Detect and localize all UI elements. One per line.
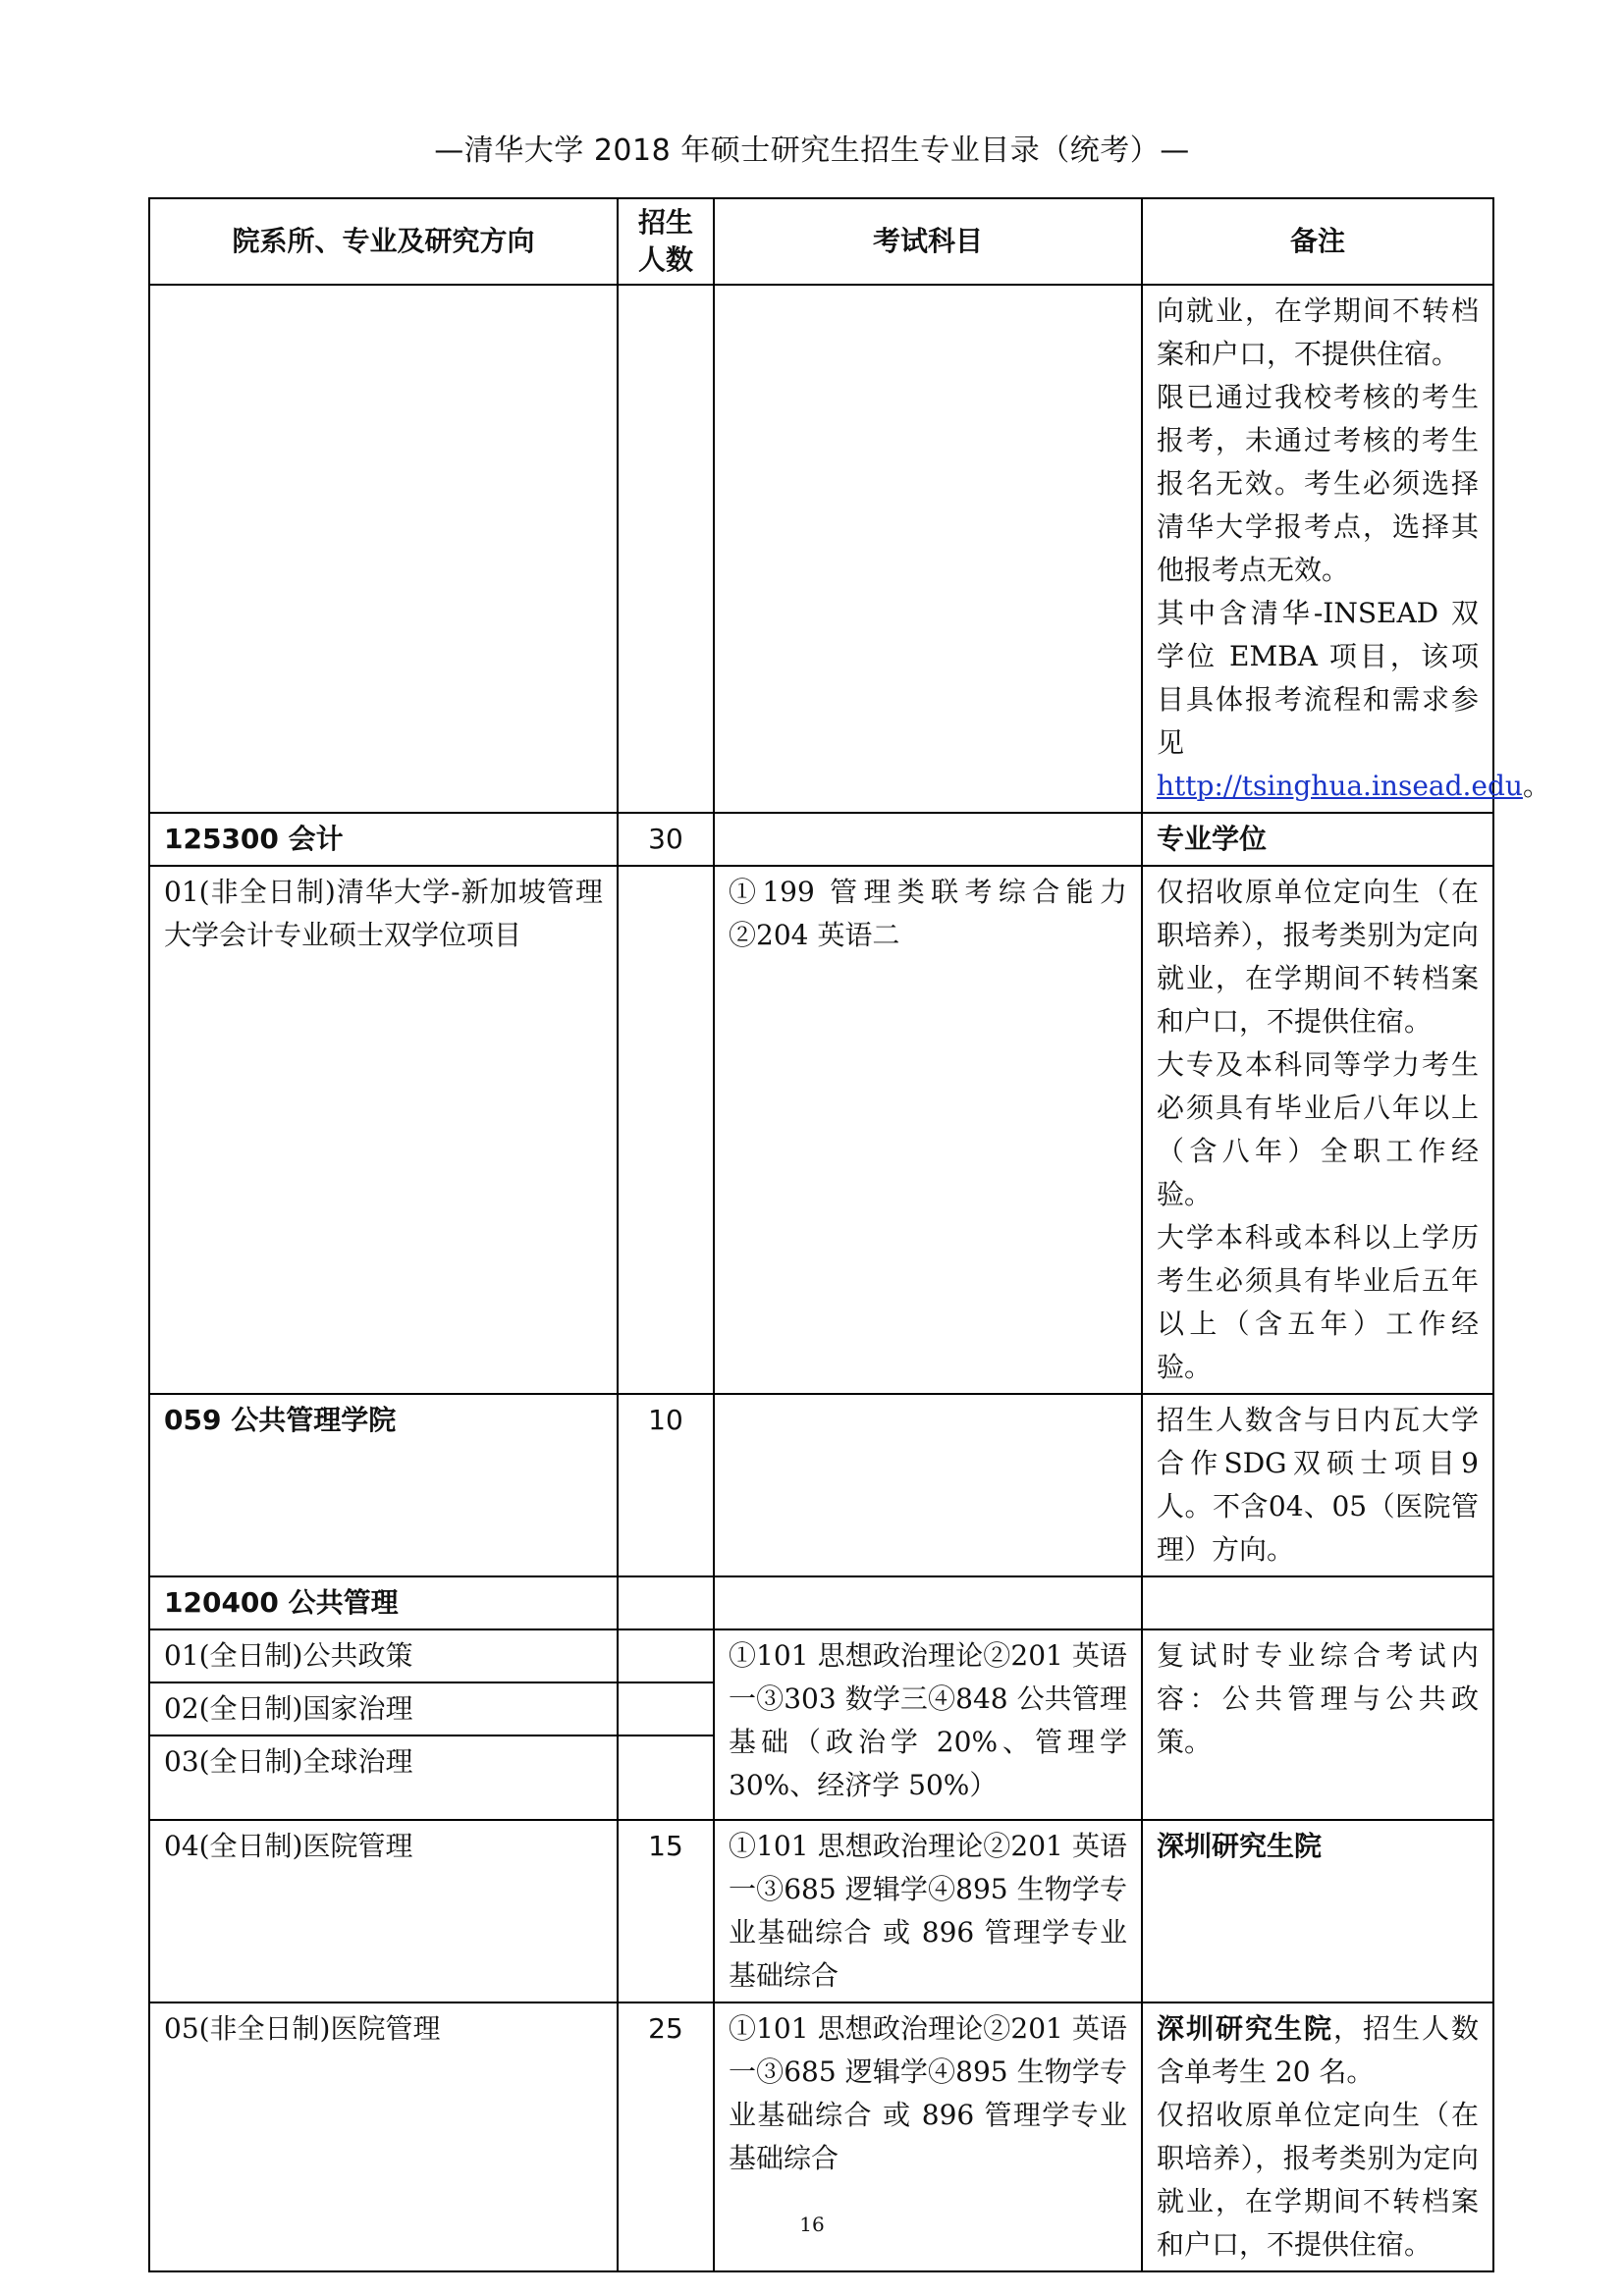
cell-name: 01(全日制)公共政策 bbox=[149, 1629, 618, 1682]
cell-note: 深圳研究生院 bbox=[1142, 1820, 1493, 2002]
note-bold: 深圳研究生院 bbox=[1157, 2012, 1333, 2045]
cell-name: 059 公共管理学院 bbox=[149, 1394, 618, 1576]
cell-exam bbox=[714, 285, 1142, 813]
table-row bbox=[149, 1820, 1493, 2002]
table-row bbox=[149, 866, 1493, 1394]
cell-exam: ①199 管理类联考综合能力②204 英语二 bbox=[714, 866, 1142, 1394]
cell-note bbox=[1142, 866, 1493, 1394]
table-row bbox=[149, 813, 1493, 866]
table-row bbox=[149, 1629, 1493, 1682]
cell-count: 30 bbox=[618, 813, 714, 866]
cell-exam: ①101 思想政治理论②201 英语一③303 数学三④848 公共管理基础（政治学 20%、管理学 30%、经济学 50%） bbox=[714, 1629, 1142, 1820]
cell-count bbox=[618, 866, 714, 1394]
cell-name: 02(全日制)国家治理 bbox=[149, 1682, 618, 1735]
cell-note: 招生人数含与日内瓦大学合作SDG双硕士项目9人。不含04、05（医院管理）方向。 bbox=[1142, 1394, 1493, 1576]
cell-exam: ①101 思想政治理论②201 英语一③685 逻辑学④895 生物学专业基础综合 或 896 管理学专业基础综合 bbox=[714, 2002, 1142, 2271]
page-title: —清华大学 2018 年硕士研究生招生专业目录（统考）— bbox=[434, 133, 1190, 168]
note-line: 大学本科或本科以上学历考生必须具有毕业后五年以上（含五年）工作经验。 bbox=[1157, 1221, 1479, 1383]
cell-note: 专业学位 bbox=[1142, 813, 1493, 866]
note-line: 仅招收原单位定向生（在职培养），报考类别为定向就业，在学期间不转档案和户口，不提供住宿。 bbox=[1157, 876, 1479, 1038]
catalog-table bbox=[148, 197, 1550, 2272]
note-line: 向就业，在学期间不转档案和户口，不提供住宿。 bbox=[1157, 294, 1479, 370]
note-rest: ，招生人数含单考生 20 名。 bbox=[1157, 2012, 1479, 2088]
cell-exam bbox=[714, 813, 1142, 866]
cell-note bbox=[1142, 285, 1550, 813]
note-line: 仅招收原单位定向生（在职培养），报考类别为定向就业，在学期间不转档案和户口，不提供住宿。 bbox=[1157, 2099, 1479, 2261]
note-line: 大专及本科同等学力考生必须具有毕业后八年以上（含八年）全职工作经验。 bbox=[1157, 1048, 1479, 1210]
insead-link[interactable]: http://tsinghua.insead.edu bbox=[1157, 770, 1523, 802]
cell-name: 04(全日制)医院管理 bbox=[149, 1820, 618, 2002]
cell-count: 25 bbox=[618, 2002, 714, 2271]
cell-note: 复试时专业综合考试内容：公共管理与公共政策。 bbox=[1142, 1629, 1493, 1820]
cell-name bbox=[149, 285, 618, 813]
cell-count bbox=[618, 285, 714, 813]
cell-name: 03(全日制)全球治理 bbox=[149, 1735, 618, 1820]
cell-count bbox=[618, 1576, 714, 1629]
cell-name: 120400 公共管理 bbox=[149, 1576, 618, 1629]
cell-count: 15 bbox=[618, 1820, 714, 2002]
table-header-row bbox=[149, 198, 1493, 285]
cell-name: 01(非全日制)清华大学-新加坡管理大学会计专业硕士双学位项目 bbox=[149, 866, 618, 1394]
cell-name: 125300 会计 bbox=[149, 813, 618, 866]
cell-exam bbox=[714, 1576, 1142, 1629]
cell-note bbox=[1142, 1576, 1493, 1629]
header-note: 备注 bbox=[1142, 198, 1493, 285]
note-line: 限已通过我校考核的考生报考，未通过考核的考生报名无效。考生必须选择清华大学报考点，选择其他报考点无效。 bbox=[1157, 381, 1479, 586]
note-line: 其中含清华-INSEAD 双学位 EMBA 项目，该项目具体报考流程和需求参见 bbox=[1157, 597, 1479, 759]
cell-count bbox=[618, 1735, 714, 1820]
header-major: 院系所、专业及研究方向 bbox=[149, 198, 618, 285]
page-number: 16 bbox=[799, 2213, 825, 2236]
cell-name: 05(非全日制)医院管理 bbox=[149, 2002, 618, 2271]
table-row bbox=[149, 1576, 1493, 1629]
cell-exam bbox=[714, 1394, 1142, 1576]
table-row bbox=[149, 285, 1493, 813]
table-row bbox=[149, 1394, 1493, 1576]
cell-count bbox=[618, 1682, 714, 1735]
link-suffix: 。 bbox=[1522, 770, 1550, 802]
header-count: 招生人数 bbox=[618, 198, 714, 285]
cell-count bbox=[618, 1629, 714, 1682]
cell-exam: ①101 思想政治理论②201 英语一③685 逻辑学④895 生物学专业基础综合 或 896 管理学专业基础综合 bbox=[714, 1820, 1142, 2002]
header-exam: 考试科目 bbox=[714, 198, 1142, 285]
cell-count: 10 bbox=[618, 1394, 714, 1576]
